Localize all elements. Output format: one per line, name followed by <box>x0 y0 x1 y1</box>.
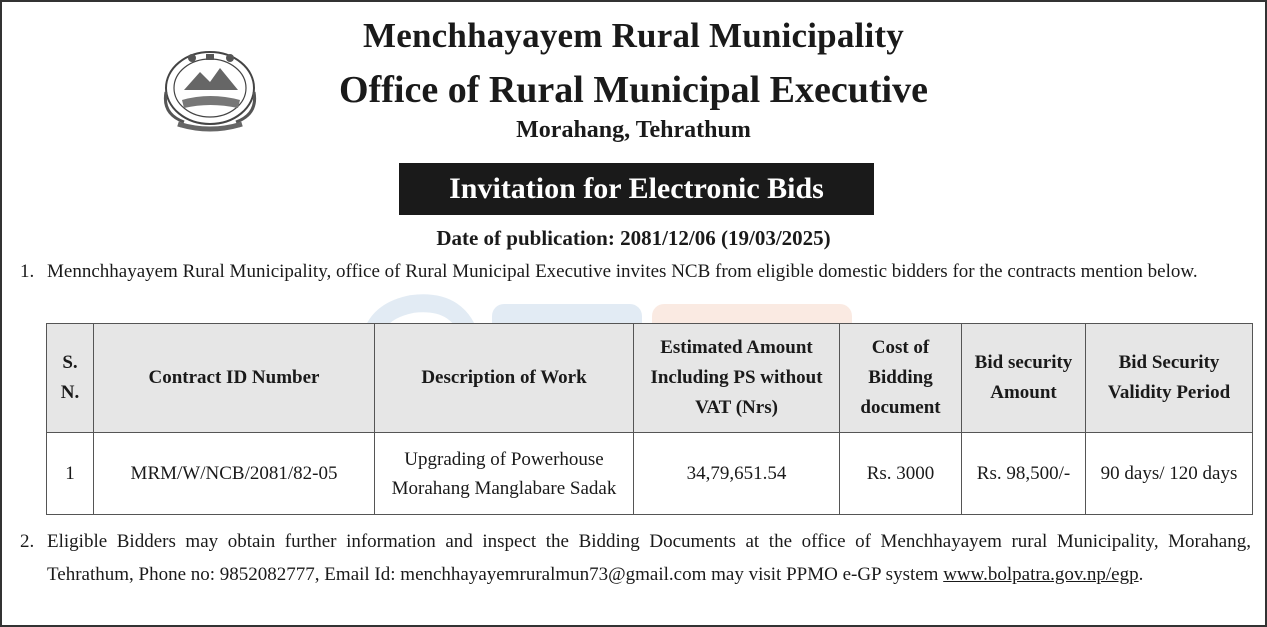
publication-date: Date of publication: 2081/12/06 (19/03/2025) <box>436 226 831 250</box>
header-bid-security-amount: Bid security Amount <box>962 324 1086 433</box>
table-row <box>47 433 1253 515</box>
cell-bid-security-amount: Rs. 98,500/- <box>962 433 1086 515</box>
cell-validity-period: 90 days/ 120 days <box>1086 433 1253 515</box>
paragraph-2-text: Eligible Bidders may obtain further information and inspect the Bidding Documents at the office of Menchhayayem rural Municipality, Morahang, Tehrathum, Phone no: 9852082777, Email Id: menchhayayemruralmun73@gmail.com may visit PPMO e-GP system <box>47 531 1251 585</box>
table-header-row <box>47 324 1253 433</box>
office-name: Office of Rural Municipal Executive <box>339 69 928 111</box>
paragraph-1-text: Mennchhayayem Rural Municipality, office of Rural Municipal Executive invites NCB from eligible domestic bidders for the contracts mention below. <box>47 261 1198 282</box>
paragraph-2-number: 2. <box>20 531 35 552</box>
header-estimated-amount: Estimated Amount Including PS without VAT (Nrs) <box>634 324 840 433</box>
cell-estimated-amount: 34,79,651.54 <box>634 433 840 515</box>
bolpatra-link[interactable]: www.bolpatra.gov.np/egp <box>943 564 1139 585</box>
paragraph-2 <box>20 525 1251 591</box>
header-description: Description of Work <box>375 324 634 433</box>
header-validity-period: Bid Security Validity Period <box>1086 324 1253 433</box>
paragraph-1-number: 1. <box>20 261 35 282</box>
contracts-table <box>46 323 1253 515</box>
cell-sn: 1 <box>47 433 94 515</box>
municipality-name: Menchhayayem Rural Municipality <box>363 16 904 55</box>
cell-description: Upgrading of Powerhouse Morahang Manglabare Sadak <box>375 433 634 515</box>
header-sn: S. N. <box>47 324 94 433</box>
header-cost-of-document: Cost of Bidding document <box>840 324 962 433</box>
paragraph-2-end: . <box>1138 564 1144 585</box>
header-contract-id: Contract ID Number <box>94 324 375 433</box>
cell-contract-id: MRM/W/NCB/2081/82-05 <box>94 433 375 515</box>
notice-title-banner: Invitation for Electronic Bids <box>399 163 874 215</box>
office-location: Morahang, Tehrathum <box>516 117 751 143</box>
paragraph-1 <box>20 256 1251 287</box>
cell-cost-of-document: Rs. 3000 <box>840 433 962 515</box>
paragraph-2-body <box>47 525 1251 591</box>
